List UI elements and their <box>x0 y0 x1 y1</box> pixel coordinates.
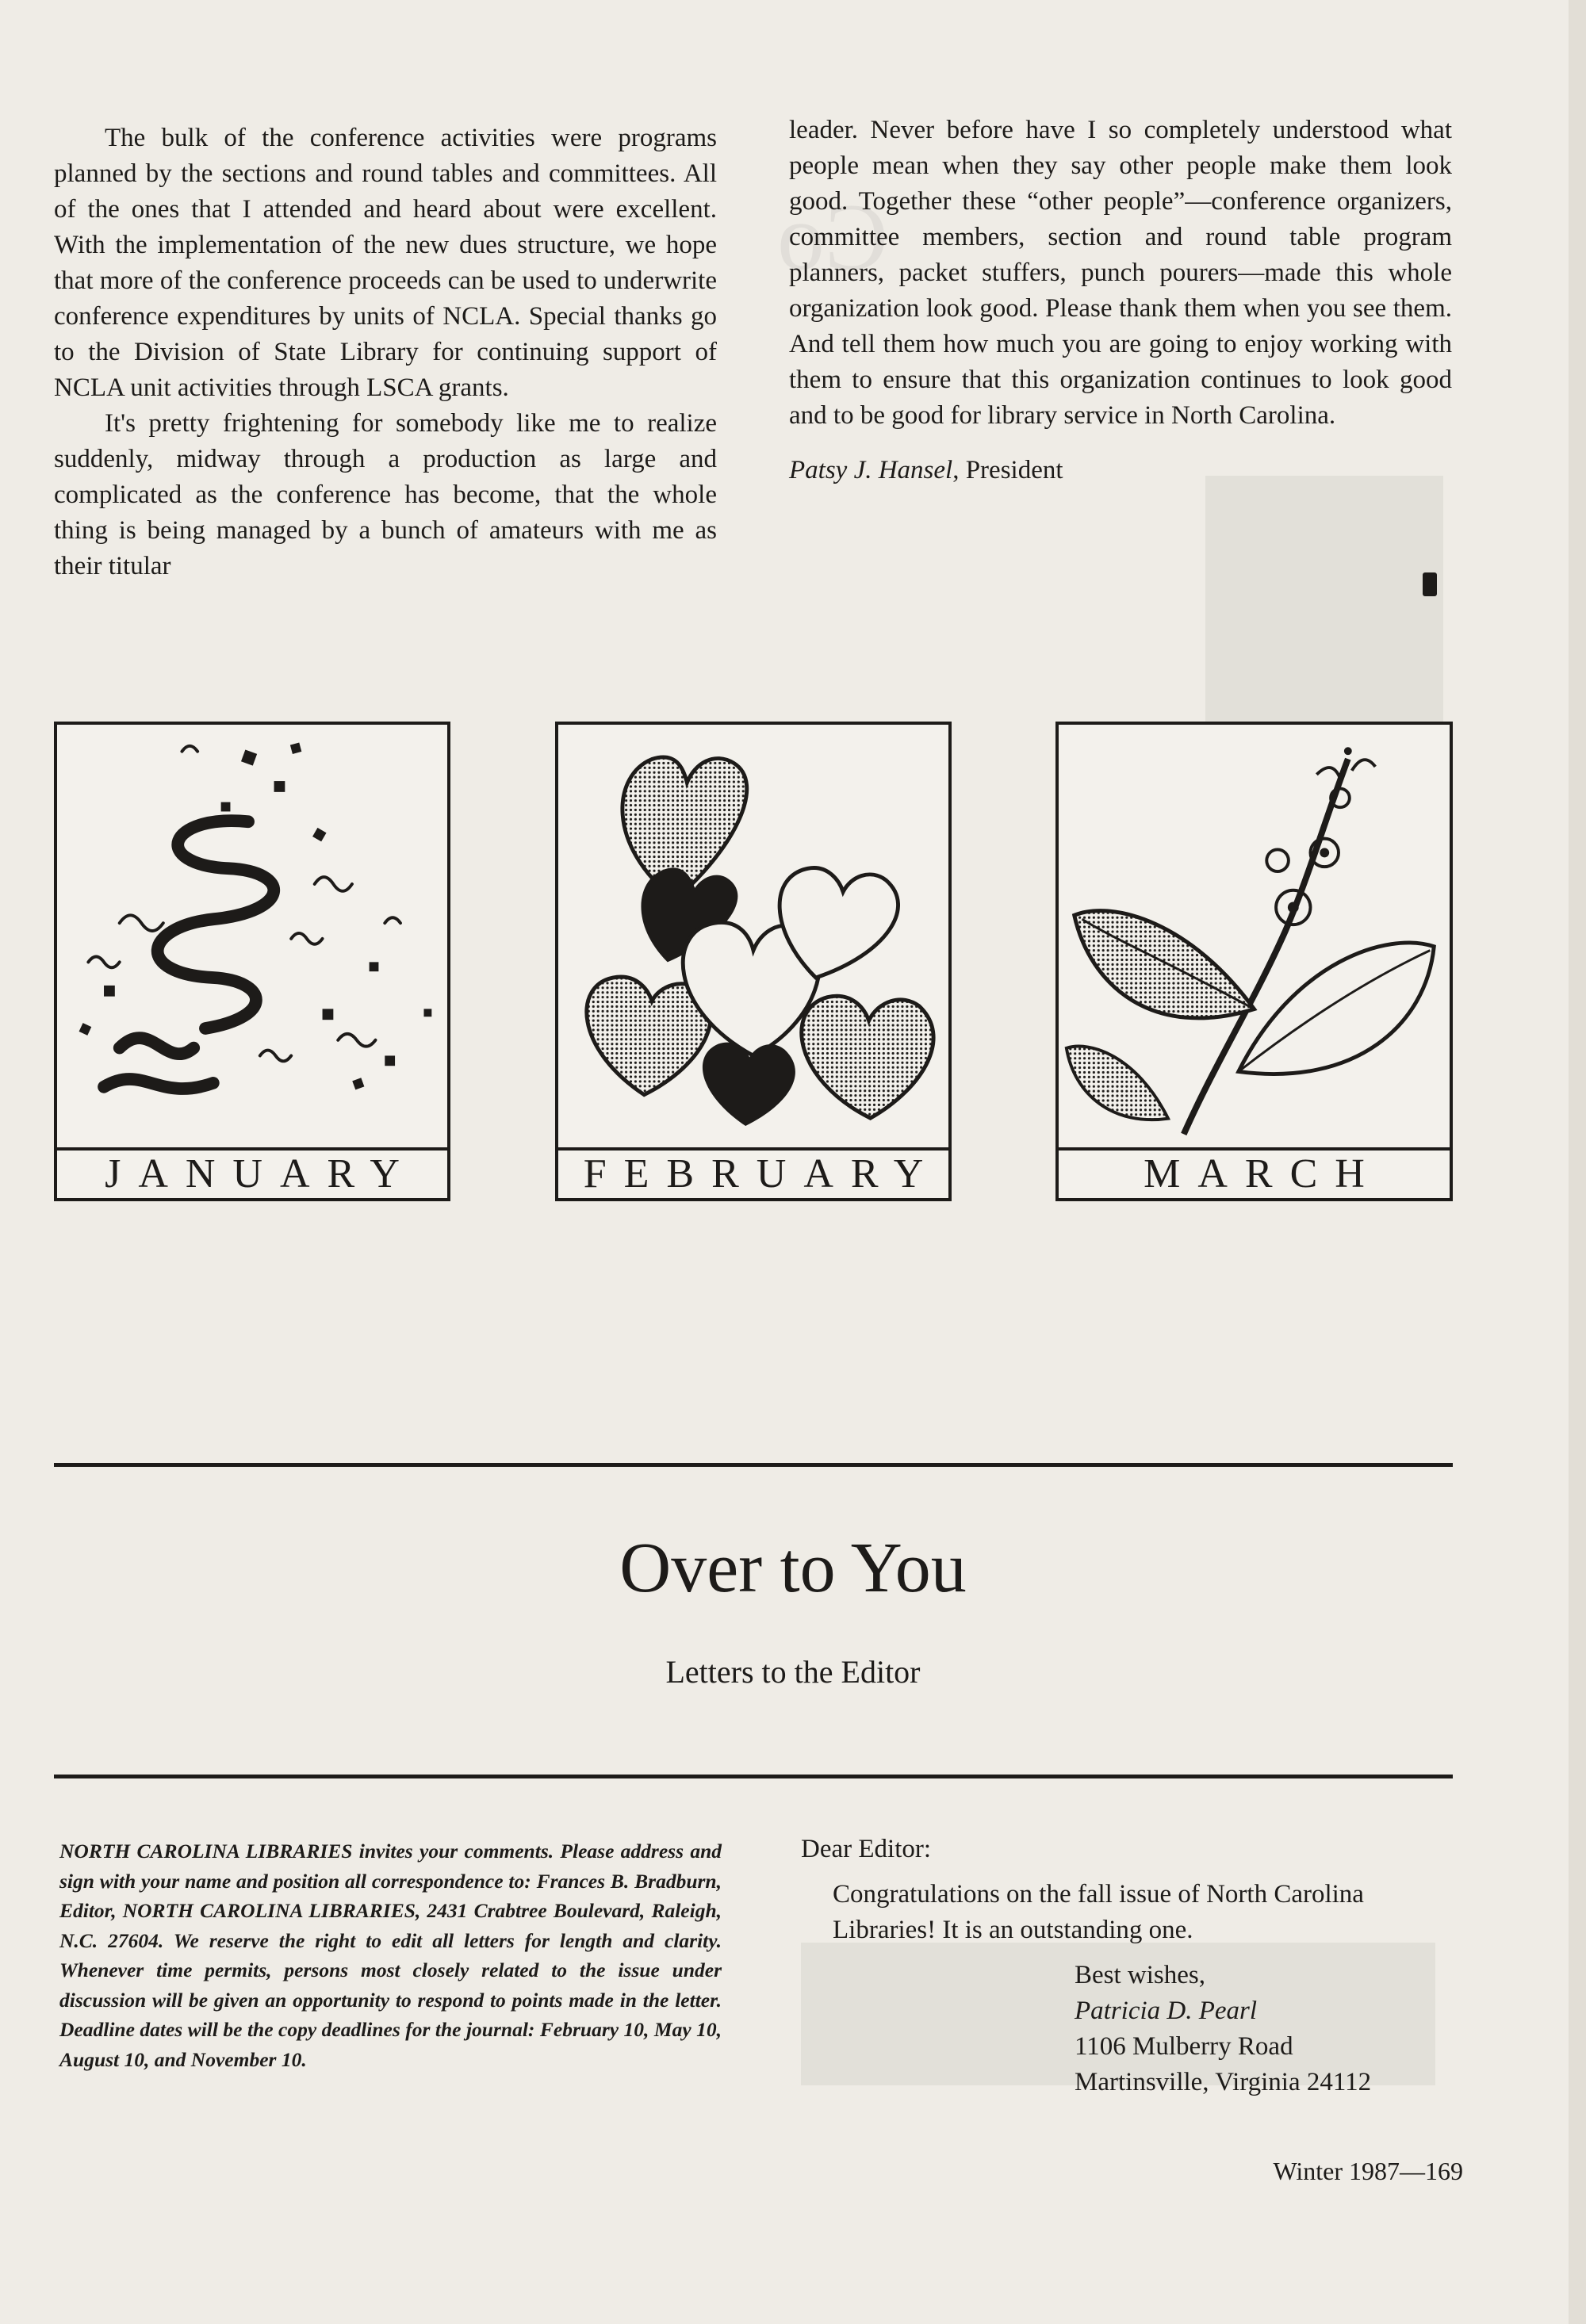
hearts-icon <box>558 725 948 1137</box>
letter-body: Congratulations on the fall issue of North Carolina Libraries! It is an outstanding one. <box>833 1880 1364 1944</box>
show-through-text: Co <box>777 184 889 289</box>
panel-february <box>555 722 952 1201</box>
show-through-block <box>1205 476 1443 729</box>
month-label-february: FEBRUARY <box>558 1147 948 1198</box>
panel-march <box>1055 722 1453 1201</box>
section-rule-top <box>54 1463 1453 1467</box>
left-paragraph-1: The bulk of the conference activities were programs planned by the sections and round tables and committees. All of the ones that I attended and heard about were excellent. With the implementation of the new dues structure, we hope that more of the conference proceeds can be used to underwrite conference expenditures by units of NCLA. Special thanks go to the Division of State Library for continuing support of NCLA unit activities through LSCA grants. <box>54 124 717 402</box>
letter-address-line-2: Martinsville, Virginia 24112 <box>1075 2068 1372 2096</box>
month-label-january: JANUARY <box>57 1147 447 1198</box>
section-rule-bottom <box>54 1775 1453 1778</box>
submission-notice: NORTH CAROLINA LIBRARIES invites your comments. Please address and sign with your name and position all correspondence to: Frances B. Bradburn, Editor, NORTH CAROLINA LIBRARIES, 2431 Crabtree Boulevard, Raleigh, N.C. 27604. We reserve the right to edit all letters for length and clarity. Whenever time permits, persons most closely related to the issue under discussion will be given an opportunity to respond to points made in the letter. Deadline dates will be the copy deadlines for the journal: February 10, May 10, August 10, and November 10. <box>59 1840 722 2071</box>
page-folio: Winter 1987—169 <box>1273 2157 1463 2185</box>
section-subtitle: Letters to the Editor <box>665 1654 921 1690</box>
left-column <box>54 121 717 584</box>
letter-salutation: Dear Editor: <box>801 1835 932 1863</box>
page-edge <box>1569 0 1586 2324</box>
signature-line <box>789 453 1452 488</box>
month-label-march: MARCH <box>1059 1147 1450 1198</box>
letter-address-line-1: 1106 Mulberry Road <box>1075 2032 1293 2061</box>
right-column <box>789 113 1452 488</box>
left-paragraph-2: It's pretty frightening for somebody like me to realize suddenly, midway through a production as large and complicated as the conference has become, that the whole thing is being managed by a bunch of amateurs with me as their titular <box>54 409 717 580</box>
section-title: Over to You <box>619 1529 967 1607</box>
signature-title: , President <box>952 456 1063 484</box>
panel-january <box>54 722 450 1201</box>
right-paragraph-1: leader. Never before have I so completely understood what people mean when they say other people make them look good. Together these “other people”—conference organizers, committee members, section and round table program planners, packet stuffers, punch pourers—made this whole organization look good. Please thank them when you see them. And tell them how much you are going to enjoy working with them to ensure that this organization continues to look good and to be good for library service in North Carolina. <box>789 116 1452 430</box>
leafy-vine-icon <box>1059 725 1450 1137</box>
letter-to-editor <box>801 1832 1459 2100</box>
letter-closing: Best wishes, <box>1075 1961 1205 1989</box>
letter-signature: Patricia D. Pearl <box>1075 1997 1258 2025</box>
end-of-article-icon <box>1423 572 1437 596</box>
confetti-streamers-icon <box>57 725 447 1137</box>
signature-name: Patsy J. Hansel <box>789 456 953 484</box>
